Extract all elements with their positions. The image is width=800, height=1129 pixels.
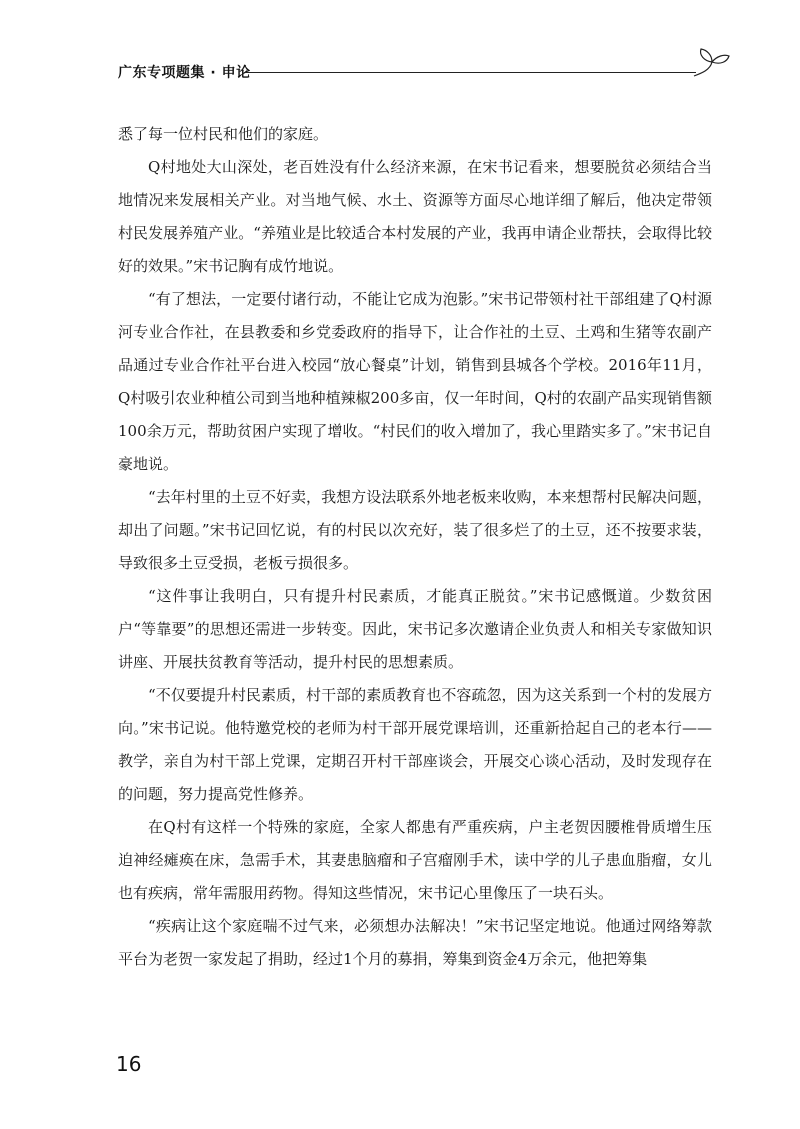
paragraph: Q村地处大山深处，老百姓没有什么经济来源，在宋书记看来，想要脱贫必须结合当地情况来发展相关产业。对当地气候、水土、资源等方面尽心地详细了解后，他决定带领村民发展养殖产业。“养殖业是比较适合本村发展的产业，我再申请企业帮扶，会取得比较好的效果。”宋书记胸有成竹地说。 — [118, 158, 712, 275]
paragraph: 悉了每一位村民和他们的家庭。 — [118, 125, 329, 143]
sprout-icon — [690, 46, 732, 82]
running-header — [118, 60, 730, 86]
paragraph: “疾病让这个家庭喘不过气来，必须想办法解决！”宋书记坚定地说。他通过网络筹款平台为老贺一家发起了捐助，经过1个月的募捐，筹集到资金4万余元，他把筹集 — [118, 917, 712, 968]
paragraph: “这件事让我明白，只有提升村民素质，才能真正脱贫。”宋书记感慨道。少数贫困户“等靠要”的思想还需进一步转变。因此，宋书记多次邀请企业负责人和相关专家做知识讲座、开展扶贫教育等活动，提升村民的思想素质。 — [118, 587, 712, 671]
header-rule — [244, 72, 696, 73]
paragraph: 在Q村有这样一个特殊的家庭，全家人都患有严重疾病，户主老贺因腰椎骨质增生压迫神经瘫痪在床，急需手术，其妻患脑瘤和子宫瘤刚手术，读中学的儿子患血脂瘤，女儿也有疾病，常年需服用药物。得知这些情况，宋书记心里像压了一块石头。 — [118, 818, 712, 902]
paragraph: “不仅要提升村民素质，村干部的素质教育也不容疏忽，因为这关系到一个村的发展方向。”宋书记说。他特邀党校的老师为村干部开展党课培训，还重新拾起自己的老本行——教学，亲自为村干部上党课，定期召开村干部座谈会，开展交心谈心活动，及时发现存在的问题，努力提高党性修养。 — [118, 686, 712, 803]
page-number: 16 — [116, 1052, 142, 1076]
paragraph: “有了想法，一定要付诸行动，不能让它成为泡影。”宋书记带领村社干部组建了Q村源河专业合作社，在县教委和乡党委政府的指导下，让合作社的土豆、土鸡和生猪等农副产品通过专业合作社平台进入校园“放心餐桌”计划，销售到县城各个学校。2016年11月，Q村吸引农业种植公司到当地种植辣椒200多亩，仅一年时间，Q村的农副产品实现销售额100余万元，帮助贫困户实现了增收。“村民们的收入增加了，我心里踏实多了。”宋书记自豪地说。 — [118, 290, 712, 473]
body-text — [118, 118, 712, 976]
paragraph: “去年村里的土豆不好卖，我想方设法联系外地老板来收购，本来想帮村民解决问题，却出了问题。”宋书记回忆说，有的村民以次充好，装了很多烂了的土豆，还不按要求装，导致很多土豆受损，老板亏损很多。 — [118, 488, 712, 572]
header-title: 广东专项题集 · 申论 — [118, 65, 251, 81]
